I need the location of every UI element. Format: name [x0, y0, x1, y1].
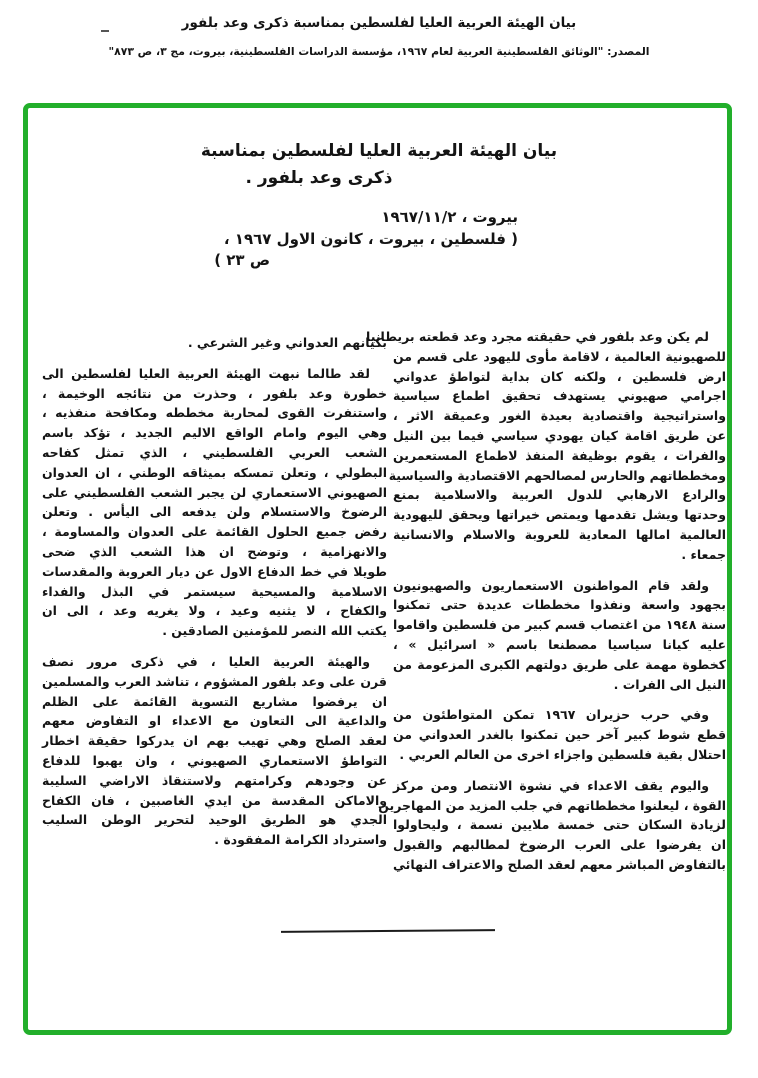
text-line: واستراتيجية واقتصادية بعيدة الغور وعميقة الاثر ، [393, 408, 726, 424]
text-line: النيل الى الفرات . [613, 676, 726, 692]
paragraph [393, 576, 726, 695]
text-line: عليه كيانا سياسيا مصطنعا باسم « اسرائيل » ، [393, 636, 726, 652]
text-line: لم يكن وعد بلفور في حقيقته مجرد وعد قطعته بريطانيا [366, 329, 709, 344]
paragraph [366, 327, 726, 565]
text-line: للصهيونية العالمية ، لاقامة مأوى لليهود على قسم من [393, 348, 726, 364]
text-line: الجدي هو الطريق الوحيد لتحرير الوطن السليب [42, 812, 387, 828]
scan-mark [101, 30, 109, 32]
text-line: بجهود واسعة ونفذوا مخططات عديدة حتى تمكنوا [393, 597, 726, 613]
text-line: اجرامي صهيوني يستهدف تحقيق اطماع سياسية [393, 388, 726, 404]
text-line: بالتفاوض المباشر معهم لعقد الصلح والاعتراف النهائي [393, 856, 726, 872]
dateline-city-date: بيروت ، ١٩٦٧/١١/٢ [381, 208, 518, 226]
text-line: العالمية امالها المعادية للعروبة والاسلام والانسانية [393, 526, 726, 542]
text-line: ارض فلسطين ، ولكنه كان بداية لتواطؤ عدواني [393, 368, 726, 384]
document-title-line-2: ذكرى وعد بلفور . [245, 168, 393, 188]
document-title-line-1: بيان الهيئة العربية العليا لفلسطين بمناسبة [200, 141, 558, 161]
document-dateline [198, 207, 518, 272]
text-line: ان يفرضوا على العرب الرضوخ لمطالبهم والقبول [393, 837, 726, 853]
text-line: احتلال بقية فلسطين واجزاء اخرى من العالم العربي . [399, 746, 726, 762]
text-line: رفض جميع الحلول القائمة على العدوان والمساومة ، [42, 524, 387, 540]
body-column-left [42, 333, 387, 861]
text-line: جمعاء . [681, 546, 726, 562]
paragraph [42, 652, 387, 850]
paragraph [42, 333, 387, 353]
text-line: الرضوخ والاستسلام ولن يدفعه الى اليأس . وتعلن [42, 504, 387, 520]
text-line: ومخططاتهم والحارس لمصالحهم الاقتصادية والسياسية [388, 467, 726, 483]
text-line: البطولي ، وتعلن تمسكه بميثاقه الوطني ، ان العدوان [42, 464, 387, 480]
text-line: واستنفرت القوى لمحاربة مخططه ومكافحة منفذيه ، [42, 405, 387, 421]
text-line: التواطؤ الاستعماري الصهيوني ، وان يهبوا للدفاع [42, 752, 387, 768]
text-line: والكفاح ، لا يثنيه وعيد ، ولا يغريه وعد ، الى ان [42, 603, 387, 619]
text-line: لعقد الصلح وهي تهيب بهم ان يدركوا حقيقة اخطار [42, 733, 387, 749]
text-line: الصهيوني الاستعماري لن يجبر الشعب الفلسطيني على [42, 484, 387, 500]
text-line: القوة ، ليعلنوا مخططاتهم في جلب المزيد من المهاجرين [378, 797, 726, 813]
text-line: والهيئة العربية العليا ، في ذكرى مرور نصف [42, 653, 370, 669]
paragraph [378, 776, 726, 875]
dateline-page-number: ص ٢٣ ) [214, 251, 270, 269]
text-line: والرادع الارهابي للدول العربية والاسلامية بمنع [393, 487, 726, 503]
text-line: وحدتها ويشل تقدمها ويمتص خيراتها ويحقق لليهودية [393, 507, 726, 523]
dateline-publication: ( فلسطين ، بيروت ، كانون الاول ١٩٦٧ ، [223, 229, 518, 248]
text-line: قرن على وعد بلفور المشؤوم ، تناشد العرب والمسلمين [42, 673, 387, 689]
text-line: يكتب الله النصر للمؤمنين الصادقين . [162, 623, 387, 639]
text-line: طويلا في خط الدفاع الاول عن ديار العروبة والمقدسات [42, 563, 387, 579]
text-line: والاماكن المقدسة من ايدي الغاصبين ، فان الكفاح [42, 792, 387, 808]
paragraph [393, 705, 726, 764]
text-line: واليوم يقف الاعداء في نشوة الانتصار ومن مركز [393, 777, 709, 793]
text-line: سنة ١٩٤٨ من اغتصاب قسم كبير من فلسطين واقاموا [393, 617, 726, 633]
text-line: والداعية الى التعاون مع الاعداء او التفاوض معهم [42, 713, 387, 729]
text-line: والفرات ، يقوم بوظيفة المنفذ لاطماع المستعمرين [393, 447, 726, 463]
page-header-title: بيان الهيئة العربية العليا لفلسطين بمناسبة ذكرى وعد بلفور [181, 15, 577, 31]
text-line: وهي اليوم وامام الواقع الاليم الجديد ، تؤكد باسم [42, 425, 387, 441]
text-line: لزيادة السكان حتى خمسة ملايين نسمة ، وليحاولوا [393, 817, 726, 833]
text-line: ان يرفضوا مشاريع التسوية القائمة على الظلم [42, 693, 387, 709]
text-line: خطورة وعد بلفور ، وحذرت من نتائجه الوخيمة ، [42, 385, 387, 401]
text-line: عن طريق اقامة كيان يهودي سياسي فيما بين النيل [393, 427, 726, 443]
text-line: الشعب العربي الفلسطيني ، الذي تمثل كفاحه [42, 444, 387, 460]
text-line: بكيانهم العدواني وغير الشرعي . [187, 335, 387, 350]
text-line: لقد طالما نبهت الهيئة العربية العليا لفلسطين الى [42, 365, 370, 381]
body-column-right [366, 327, 726, 886]
text-line: والانهزامية ، وتوضح ان هذا الشعب الذي ضحى [42, 543, 387, 559]
text-line: ولقد قام المواطنون الاستعماريون والصهيونيون [393, 577, 709, 593]
text-line: كخطوة مهمة على طريق دولتهم الكبرى المزعومة من [393, 656, 726, 672]
paragraph [42, 364, 387, 641]
text-line: وفي حرب حزيران ١٩٦٧ تمكن المتواطئون من [393, 707, 709, 723]
text-line: الاسلامية والمسيحية سيستمر في البذل والفداء [42, 583, 387, 599]
text-line: واسترداد الكرامة المفقودة . [214, 832, 387, 848]
text-line: عن وجودهم وكرامتهم ولاستنقاذ الاراضي السليبة [42, 772, 387, 788]
text-line: قطع شوط كبير آخر حين تمكنوا بالغدر العدواني من [393, 727, 726, 743]
page-header-source-line: المصدر: "الوثائق الفلسطينية العربية لعام ١٩٦٧، مؤسسة الدراسات الفلسطينية، بيروت، مج ٣، ص ٨٧٣" [108, 45, 650, 58]
